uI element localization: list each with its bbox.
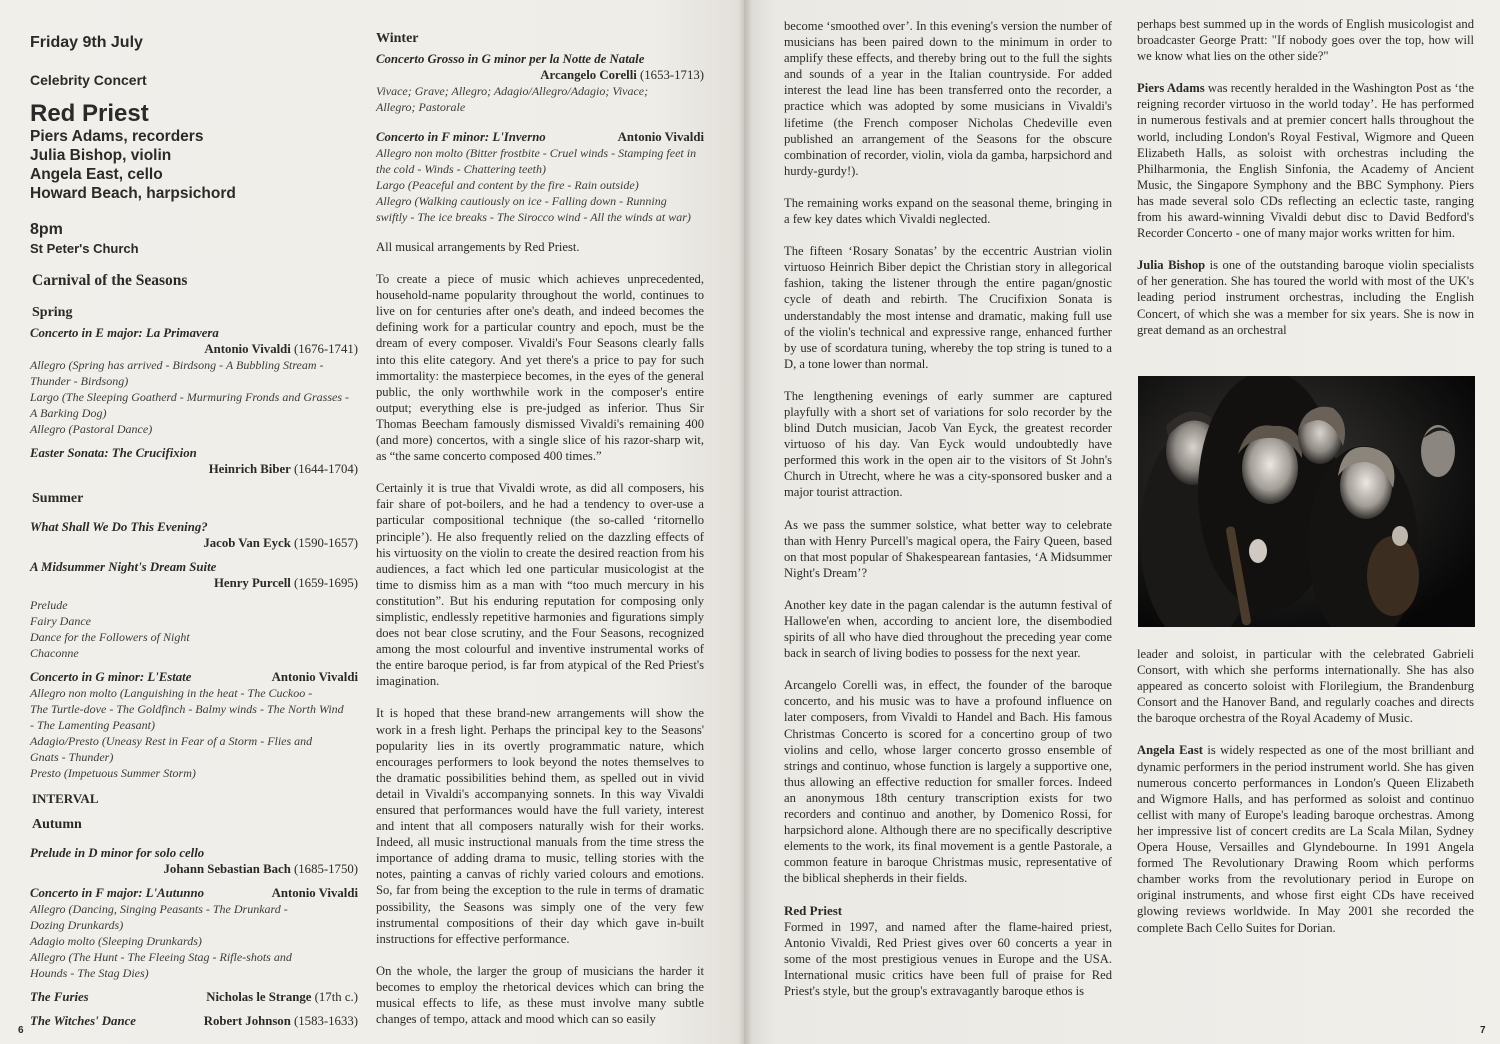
- performer: Angela East, cello: [30, 166, 163, 183]
- concert-time: 8pm: [30, 221, 63, 238]
- ensemble-photo-image: [1138, 376, 1475, 627]
- composer-dates: (1583-1633): [290, 1014, 358, 1028]
- bio-text: is one of the outstanding baroque violin specialists of her generation. She has toured the world with most of the UK's leading period instrument orchestras, including the English Concert, of which she was a member for six years. She is now in great demand as an orchestral: [1137, 258, 1474, 337]
- work-row: [30, 989, 358, 1005]
- movement: Presto (Impetuous Summer Storm): [30, 766, 196, 780]
- composer-name: Antonio Vivaldi: [271, 886, 358, 900]
- bios-column: [1137, 16, 1474, 354]
- bio-text: is widely respected as one of the most brilliant and dynamic performers in the period instrument world. She has given numerous concerto performances in London's Queen Elizabeth and Wigmore Halls, and has performed as soloist and continuo cellist with many of Europe's leading baroque orchestras. Among her impressive list of concert credits are La Scala Milan, Sydney Opera House, Versailles and Glyndebourne. In 1991 Angela formed The Revolutionary Drawing Room which performs chamber works from the revolutionary period in Europe on original instruments, and whose first eight CDs have received glowing reviews worldwide. In May 2001 she recorded the complete Bach Cello Suites for Dorian.: [1137, 743, 1474, 935]
- movement: Dozing Drunkards): [30, 918, 124, 932]
- work-row: [376, 129, 704, 145]
- work-row: [30, 669, 358, 685]
- performer: Howard Beach, harpsichord: [30, 185, 236, 202]
- season-heading: Autumn: [32, 817, 82, 832]
- work-composer: [30, 535, 358, 551]
- essay-paragraph: To create a piece of music which achieves unprecedented, household-name popularity throughout the world, continues to live on for centuries after one's death, and indeed becomes the defining work for a particular country and epoch, must be the dream of every composer. Vivaldi's Four Seasons clearly falls into this elite category. And yet there's a price to pay for such immortality: the masterpiece becomes, in the eyes of the general public, the only worthwhile work in the composer's entire output; everything else is pre-judged as inferior. Thus Sir Thomas Beecham famously dismissed Vivaldi's remaining 400 (and more) concertos, with a single slice of his razor-sharp wit, as “the same concerto composed 400 times.”: [376, 272, 704, 464]
- season-heading: Winter: [376, 31, 419, 46]
- performer: Julia Bishop, violin: [30, 147, 172, 164]
- bio-name: Julia Bishop: [1137, 258, 1206, 273]
- bio-text: was recently heralded in the Washington Post as ‘the reigning recorder virtuoso in the world today’. He has performed in numerous festivals and at premier concert halls throughout the world, including London's Royal Festival, Wigmore and Queen Elizabeth Halls, as soloist with orchestras including the Philharmonia, the English Sinfonia, the Academy of Ancient Music, the Singapore Symphony and the BBC Symphony. Piers has made several solo CDs reflecting an eclectic taste, ranging from his award-winning Vivaldi debut disc to David Bedford's Recorder Concerto - one of many major works written for him.: [1137, 81, 1474, 241]
- work-title: A Midsummer Night's Dream Suite: [30, 560, 217, 574]
- composer-name: Nicholas le Strange: [206, 990, 312, 1004]
- composer-name: Henry Purcell: [213, 576, 291, 590]
- bio-name: Angela East: [1137, 743, 1203, 758]
- movement: Chaconne: [30, 646, 79, 660]
- movement: Allegro; Pastorale: [376, 100, 466, 114]
- movement: Adagio molto (Sleeping Drunkards): [30, 934, 202, 948]
- season-heading: Summer: [32, 491, 84, 506]
- bio-name: Piers Adams: [1137, 81, 1205, 96]
- book-gutter: [738, 0, 752, 1044]
- composer-name: Johann Sebastian Bach: [163, 862, 291, 876]
- essay-paragraph: Arcangelo Corelli was, in effect, the founder of the baroque concerto, and his music was to have a profound influence on later composers, from Vivaldi to Handel and Bach. His famous Christmas Concerto is scored for a concertino group of two violins and cello, whose larger concerto grosso ensemble of strings and continuo, whose function is largely a supportive one, thus allowing an effective reduction for smaller forces. Indeed an anonymous 18th century transcription exists for two recorders and continuo and another, by Domenico Rossi, for harpsichord alone. Although there are no specifically descriptive elements to the work, its final movement is a gentle Pastorale, a common feature in baroque Christmas music, representative of the biblical shepherds in their fields.: [784, 678, 1112, 886]
- winter-and-essay-column: [376, 31, 704, 1043]
- movement: Allegro (Spring has arrived - Birdsong - A Bubbling Stream -: [30, 358, 324, 372]
- movement: Allegro non molto (Languishing in the heat - The Cuckoo -: [30, 686, 313, 700]
- essay-paragraph: The lengthening evenings of early summer are captured playfully with a short set of variations for solo recorder by the blind Dutch musician, Jacob Van Eyck, the greatest recorder virtuoso of his day. Van Eyck would undoubtedly have performed this work in the open air to the visitors of St John's Church in Utrecht, where he was a city-sponsored busker and a major tourist attraction.: [784, 388, 1112, 500]
- composer-name: Jacob Van Eyck: [203, 536, 291, 550]
- work-row: [30, 885, 358, 901]
- bio-paragraph: leader and soloist, in particular with the celebrated Gabrieli Consort, with which she performs internationally. She has also appeared as concerto soloist with Florilegium, the Brandenburg Consort and the Hanover Band, and regularly coaches and directs the baroque orchestra of the Royal Academy of Music.: [1137, 647, 1474, 726]
- work-composer: [204, 1013, 358, 1029]
- movement: Allegro (The Hunt - The Fleeing Stag - Rifle-shots and: [30, 950, 292, 964]
- essay-paragraph: On the whole, the larger the group of musicians the harder it becomes to employ the rhetorical devices which can bring the musical effects to life, as these must involve many subtle changes of tempo, attack and mood which can so easily: [376, 963, 704, 1027]
- essay-paragraph: As we pass the summer solstice, what better way to celebrate than with Henry Purcell's magical opera, the Fairy Queen, based on that most popular of Shakespearean fantasies, ‘A Midsummer Night's Dream’?: [784, 517, 1112, 580]
- movement: Adagio/Presto (Uneasy Rest in Fear of a Storm - Flies and: [30, 734, 313, 748]
- work-title: Concerto in F minor: L'Inverno: [376, 130, 546, 144]
- bio-paragraph: [1137, 257, 1474, 337]
- movement: Fairy Dance: [30, 614, 91, 628]
- ensemble-bio: Formed in 1997, and named after the flame-haired priest, Antonio Vivaldi, Red Priest gives over 60 concerts a year in some of the most prestigious venues in Europe and the USA. International music critics have been full of praise for Red Priest's style, but the group's extravagantly baroque ethos is: [784, 919, 1112, 998]
- movement: Allegro non molto (Bitter frostbite - Cruel winds - Stamping feet in: [376, 146, 697, 160]
- bios-column-continued: [1137, 646, 1474, 952]
- work-title: The Furies: [30, 990, 89, 1004]
- movement: swiftly - The ice breaks - The Sirocco wind - All the winds at war): [376, 210, 691, 224]
- bio-paragraph: perhaps best summed up in the words of English musicologist and broadcaster George Pratt: "If nobody goes over the top, how will we know what lies on the other side?": [1137, 17, 1474, 64]
- bio-paragraph: [1137, 742, 1474, 935]
- movement: Allegro (Pastoral Dance): [30, 422, 153, 436]
- performer: Piers Adams, recorders: [30, 128, 204, 145]
- concert-date: Friday 9th July: [30, 34, 143, 51]
- composer-name: Heinrich Biber: [208, 462, 291, 476]
- movement: the cold - Winds - Chattering teeth): [376, 162, 546, 176]
- composer-name: Antonio Vivaldi: [271, 670, 358, 684]
- movement: Hounds - The Stag Dies): [30, 966, 149, 980]
- movement: A Barking Dog): [30, 406, 107, 420]
- work-composer: [376, 67, 704, 83]
- composer-dates: (17th c.): [311, 990, 358, 1004]
- essay-paragraph: Another key date in the pagan calendar is the autumn festival of Hallowe'en when, according to ancient lore, the disembodied spirits of all who have died throughout the preceding year come back in search of living bodies to possess for the next year.: [784, 597, 1112, 661]
- composer-name: Antonio Vivaldi: [617, 130, 704, 144]
- movement: Gnats - Thunder): [30, 750, 114, 764]
- work-title: Concerto in E major: La Primavera: [30, 326, 219, 340]
- work-title: Easter Sonata: The Crucifixion: [30, 446, 197, 460]
- composer-dates: (1676-1741): [290, 342, 358, 356]
- essay-continued-column: [784, 18, 1112, 1015]
- essay-paragraph: Certainly it is true that Vivaldi wrote, as did all composers, his fair share of pot-boilers, and he had a tendency to over-use a particular compositional technique (the so-called ‘ritornello principle’). He also frequently relied on the dazzling effects of his virtuosity on the violin to create the desired reaction from his audiences, a fact which led one particular musicologist at the time to dismiss him as a man with “too much mercury in his constitution”. But his enduring reputation for composing only simplistic, endlessly repetitive harmonies and figurations simply does not bear close scrutiny, and the Four Seasons, recognized among the most colourful and inventive instrumental works of the entire baroque period, is far from atypical of the Red Priest's imagination.: [376, 481, 704, 689]
- work-composer: [30, 461, 358, 477]
- movement: Thunder - Birdsong): [30, 374, 129, 388]
- work-title: Prelude in D minor for solo cello: [30, 846, 205, 860]
- concert-venue: St Peter's Church: [30, 241, 139, 256]
- essay-paragraph: The fifteen ‘Rosary Sonatas’ by the eccentric Austrian violin virtuoso Heinrich Biber depict the Christian story in allegorical fashion, taking the listener through the entire pagan/gnostic cycle of death and rebirth. The Crucifixion Sonata is understandably the most intense and dramatic, making full use of the violin's technical and expressive range, enhanced further by use of scordatura tuning, whereby the top string is tuned to a D, a tone lower than normal.: [784, 244, 1112, 371]
- movement: Dance for the Followers of Night: [30, 630, 190, 644]
- work-composer: [206, 989, 358, 1005]
- arrangements-note: All musical arrangements by Red Priest.: [376, 240, 580, 254]
- composer-name: Antonio Vivaldi: [204, 342, 291, 356]
- movement: Largo (The Sleeping Goatherd - Murmuring Fronds and Grasses -: [30, 390, 349, 404]
- work-row: [30, 1013, 358, 1029]
- movement: Prelude: [30, 598, 68, 612]
- work-composer: [30, 575, 358, 591]
- composer-dates: (1653-1713): [636, 68, 704, 82]
- composer-dates: (1659-1695): [290, 576, 358, 590]
- composer-dates: (1590-1657): [290, 536, 358, 550]
- movement: The Turtle-dove - The Goldfinch - Balmy winds - The North Wind: [30, 702, 344, 716]
- page-number: 7: [1480, 1025, 1486, 1036]
- movement: - The Lamenting Peasant): [30, 718, 155, 732]
- work-title: The Witches' Dance: [30, 1014, 136, 1028]
- essay-paragraph: It is hoped that these brand-new arrangements will show the work in a fresh light. Perhaps the principal key to the Seasons' popularity lies in its overtly programmatic nature, which encourages performers to look beyond the notes themselves to the dramatic possibilities behind them, as spelled out in vivid detail in Vivaldi's accompanying sonnets. In this way Vivaldi ensured that performances would have the full variety, interest and intent that all composers naturally wish for their works. Indeed, all music instructional manuals from the time stress the importance of adding drama to music, telling stories with the notes, painting a canvas of richly varied colours and emotions. So, far from being the exception to the rule in terms of dramatic possibility, the Seasons was simply one of the very few instrumental compositions of their day which gave in-built instructions for effective performance.: [376, 706, 704, 946]
- composer-name: Robert Johnson: [203, 1014, 291, 1028]
- composer-dates: (1644-1704): [290, 462, 358, 476]
- ensemble-name: Red Priest: [30, 100, 149, 127]
- work-title: Concerto in F major: L'Autunno: [30, 886, 204, 900]
- essay-paragraph: The remaining works expand on the seasonal theme, bringing in a few key dates which Vivaldi neglected.: [784, 195, 1112, 227]
- work-title: What Shall We Do This Evening?: [30, 520, 208, 534]
- work-composer: [30, 341, 358, 357]
- work-composer: [30, 861, 358, 877]
- bio-paragraph: [1137, 80, 1474, 241]
- work-title: Concerto Grosso in G minor per la Notte de Natale: [376, 52, 645, 66]
- ensemble-photo: [1138, 376, 1475, 627]
- programme-title: Carnival of the Seasons: [32, 272, 188, 289]
- section-heading: Red Priest: [784, 902, 843, 918]
- movement: Allegro (Walking cautiously on ice - Falling down - Running: [376, 194, 667, 208]
- essay-paragraph: become ‘smoothed over’. In this evening's version the number of musicians has been paired down to the minimum in order to amplify these effects, and thereby bring out to the full the sights and sounds of a year in the Italian countryside. For added interest the lead line has been transferred onto the recorder, a practice which was adopted by some musicians in Vivaldi's lifetime (the French composer Nicholas Chedeville even published an arrangement of the Seasons for the obscure combination of recorder, violin, viola da gamba, harpsichord and hurdy-gurdy!).: [784, 19, 1112, 178]
- composer-dates: (1685-1750): [290, 862, 358, 876]
- interval-label: INTERVAL: [32, 791, 99, 806]
- season-heading: Spring: [32, 305, 73, 320]
- composer-name: Arcangelo Corelli: [540, 68, 637, 82]
- page-number: 6: [18, 1025, 24, 1036]
- movement: Vivace; Grave; Allegro; Adagio/Allegro/Adagio; Vivace;: [376, 84, 649, 98]
- work-title: Concerto in G minor: L'Estate: [30, 670, 192, 684]
- concert-series: Celebrity Concert: [30, 72, 147, 88]
- programme-column: [30, 34, 358, 1029]
- movement: Allegro (Dancing, Singing Peasants - The Drunkard -: [30, 902, 288, 916]
- movement: Largo (Peaceful and content by the fire - Rain outside): [376, 178, 639, 192]
